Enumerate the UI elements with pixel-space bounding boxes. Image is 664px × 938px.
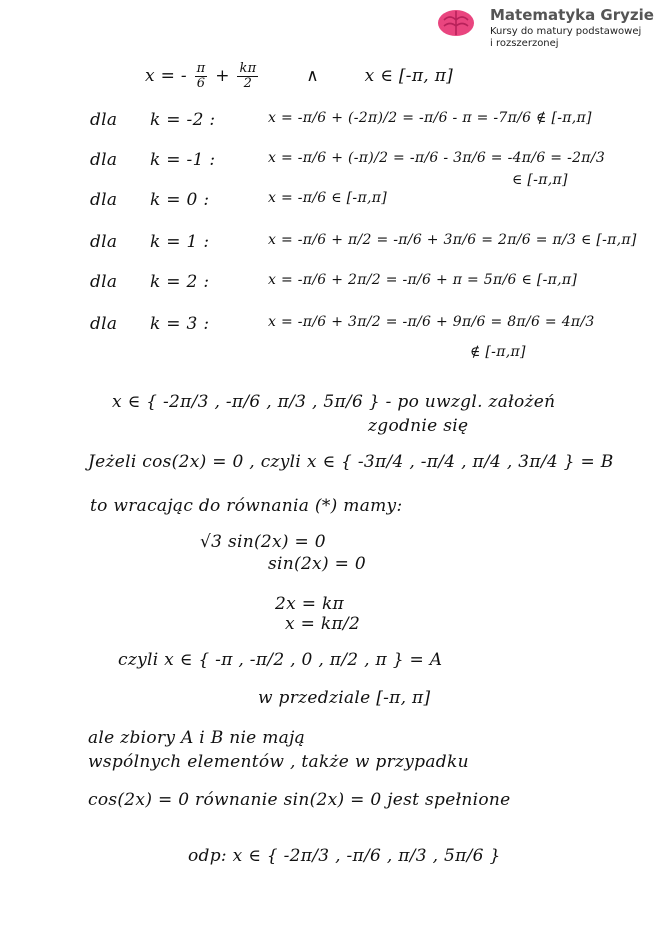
fraction-denominator: 6: [196, 76, 206, 91]
case-label: dla: [90, 190, 118, 210]
domain-condition: x ∈ [-π, π]: [364, 66, 454, 86]
case-k: k = -1 :: [150, 150, 216, 170]
fraction: [195, 62, 208, 91]
case-label: dla: [90, 110, 118, 130]
brand-title: Matematyka Gryzie: [490, 6, 654, 24]
general-prefix: x = -: [145, 66, 187, 86]
case-extra: ∉ [-π,π]: [470, 344, 526, 360]
set-a: czyli x ∈ { -π , -π/2 , 0 , π/2 , π } = A: [118, 650, 443, 670]
returning-text: to wracając do równania (*) mamy:: [90, 496, 403, 516]
general-solution: [145, 62, 453, 91]
case-label: dla: [90, 314, 118, 334]
case-extra: ∈ [-π,π]: [512, 172, 568, 188]
and-sign: ∧: [306, 66, 319, 86]
brand-subtitle-line2: i rozszerzonej: [490, 38, 559, 49]
case-k: k = -2 :: [150, 110, 216, 130]
equation-1: √3 sin(2x) = 0: [200, 532, 326, 552]
conclusion-line1: ale zbiory A i B nie mają: [88, 728, 306, 748]
answer: odp: x ∈ { -2π/3 , -π/6 , π/3 , 5π/6 }: [188, 846, 501, 866]
brand-subtitle-line1: Kursy do matury podstawowej: [490, 26, 642, 37]
set-result-note: zgodnie się: [368, 416, 469, 436]
case-expression: x = -π/6 + 2π/2 = -π/6 + π = 5π/6 ∈ [-π,π]: [268, 272, 578, 288]
equation-4: x = kπ/2: [285, 614, 361, 634]
set-result: x ∈ { -2π/3 , -π/6 , π/3 , 5π/6 } - po uwzgl. założeń: [112, 392, 556, 412]
case-label: dla: [90, 232, 118, 252]
case-label: dla: [90, 150, 118, 170]
case-expression: x = -π/6 ∈ [-π,π]: [268, 190, 387, 206]
brain-logo-icon: [436, 8, 476, 38]
conclusion-line2: wspólnych elementów , także w przypadku: [88, 752, 469, 772]
conclusion-line3: cos(2x) = 0 równanie sin(2x) = 0 jest spełnione: [88, 790, 511, 810]
fraction: [237, 62, 258, 91]
case-k: k = 1 :: [150, 232, 210, 252]
cos-condition: Jeżeli cos(2x) = 0 , czyli x ∈ { -3π/4 , -π/4 , π/4 , 3π/4 } = B: [88, 452, 614, 472]
case-expression: x = -π/6 + (-π)/2 = -π/6 - 3π/6 = -4π/6 = -2π/3: [268, 150, 606, 166]
fraction-denominator: 2: [243, 76, 253, 91]
case-k: k = 2 :: [150, 272, 210, 292]
case-expression: x = -π/6 + π/2 = -π/6 + 3π/6 = 2π/6 = π/3 ∈ [-π,π]: [268, 232, 637, 248]
equation-2: sin(2x) = 0: [268, 554, 366, 574]
case-k: k = 3 :: [150, 314, 210, 334]
fraction-numerator: kπ: [239, 61, 257, 76]
interval-text: w przedziale [-π, π]: [258, 688, 431, 708]
fraction-numerator: π: [196, 61, 206, 76]
case-k: k = 0 :: [150, 190, 210, 210]
equation-3: 2x = kπ: [275, 594, 345, 614]
case-expression: x = -π/6 + (-2π)/2 = -π/6 - π = -7π/6 ∉ [-π,π]: [268, 110, 592, 126]
plus-sign: +: [215, 66, 230, 86]
case-label: dla: [90, 272, 118, 292]
case-expression: x = -π/6 + 3π/2 = -π/6 + 9π/6 = 8π/6 = 4π/3: [268, 314, 595, 330]
